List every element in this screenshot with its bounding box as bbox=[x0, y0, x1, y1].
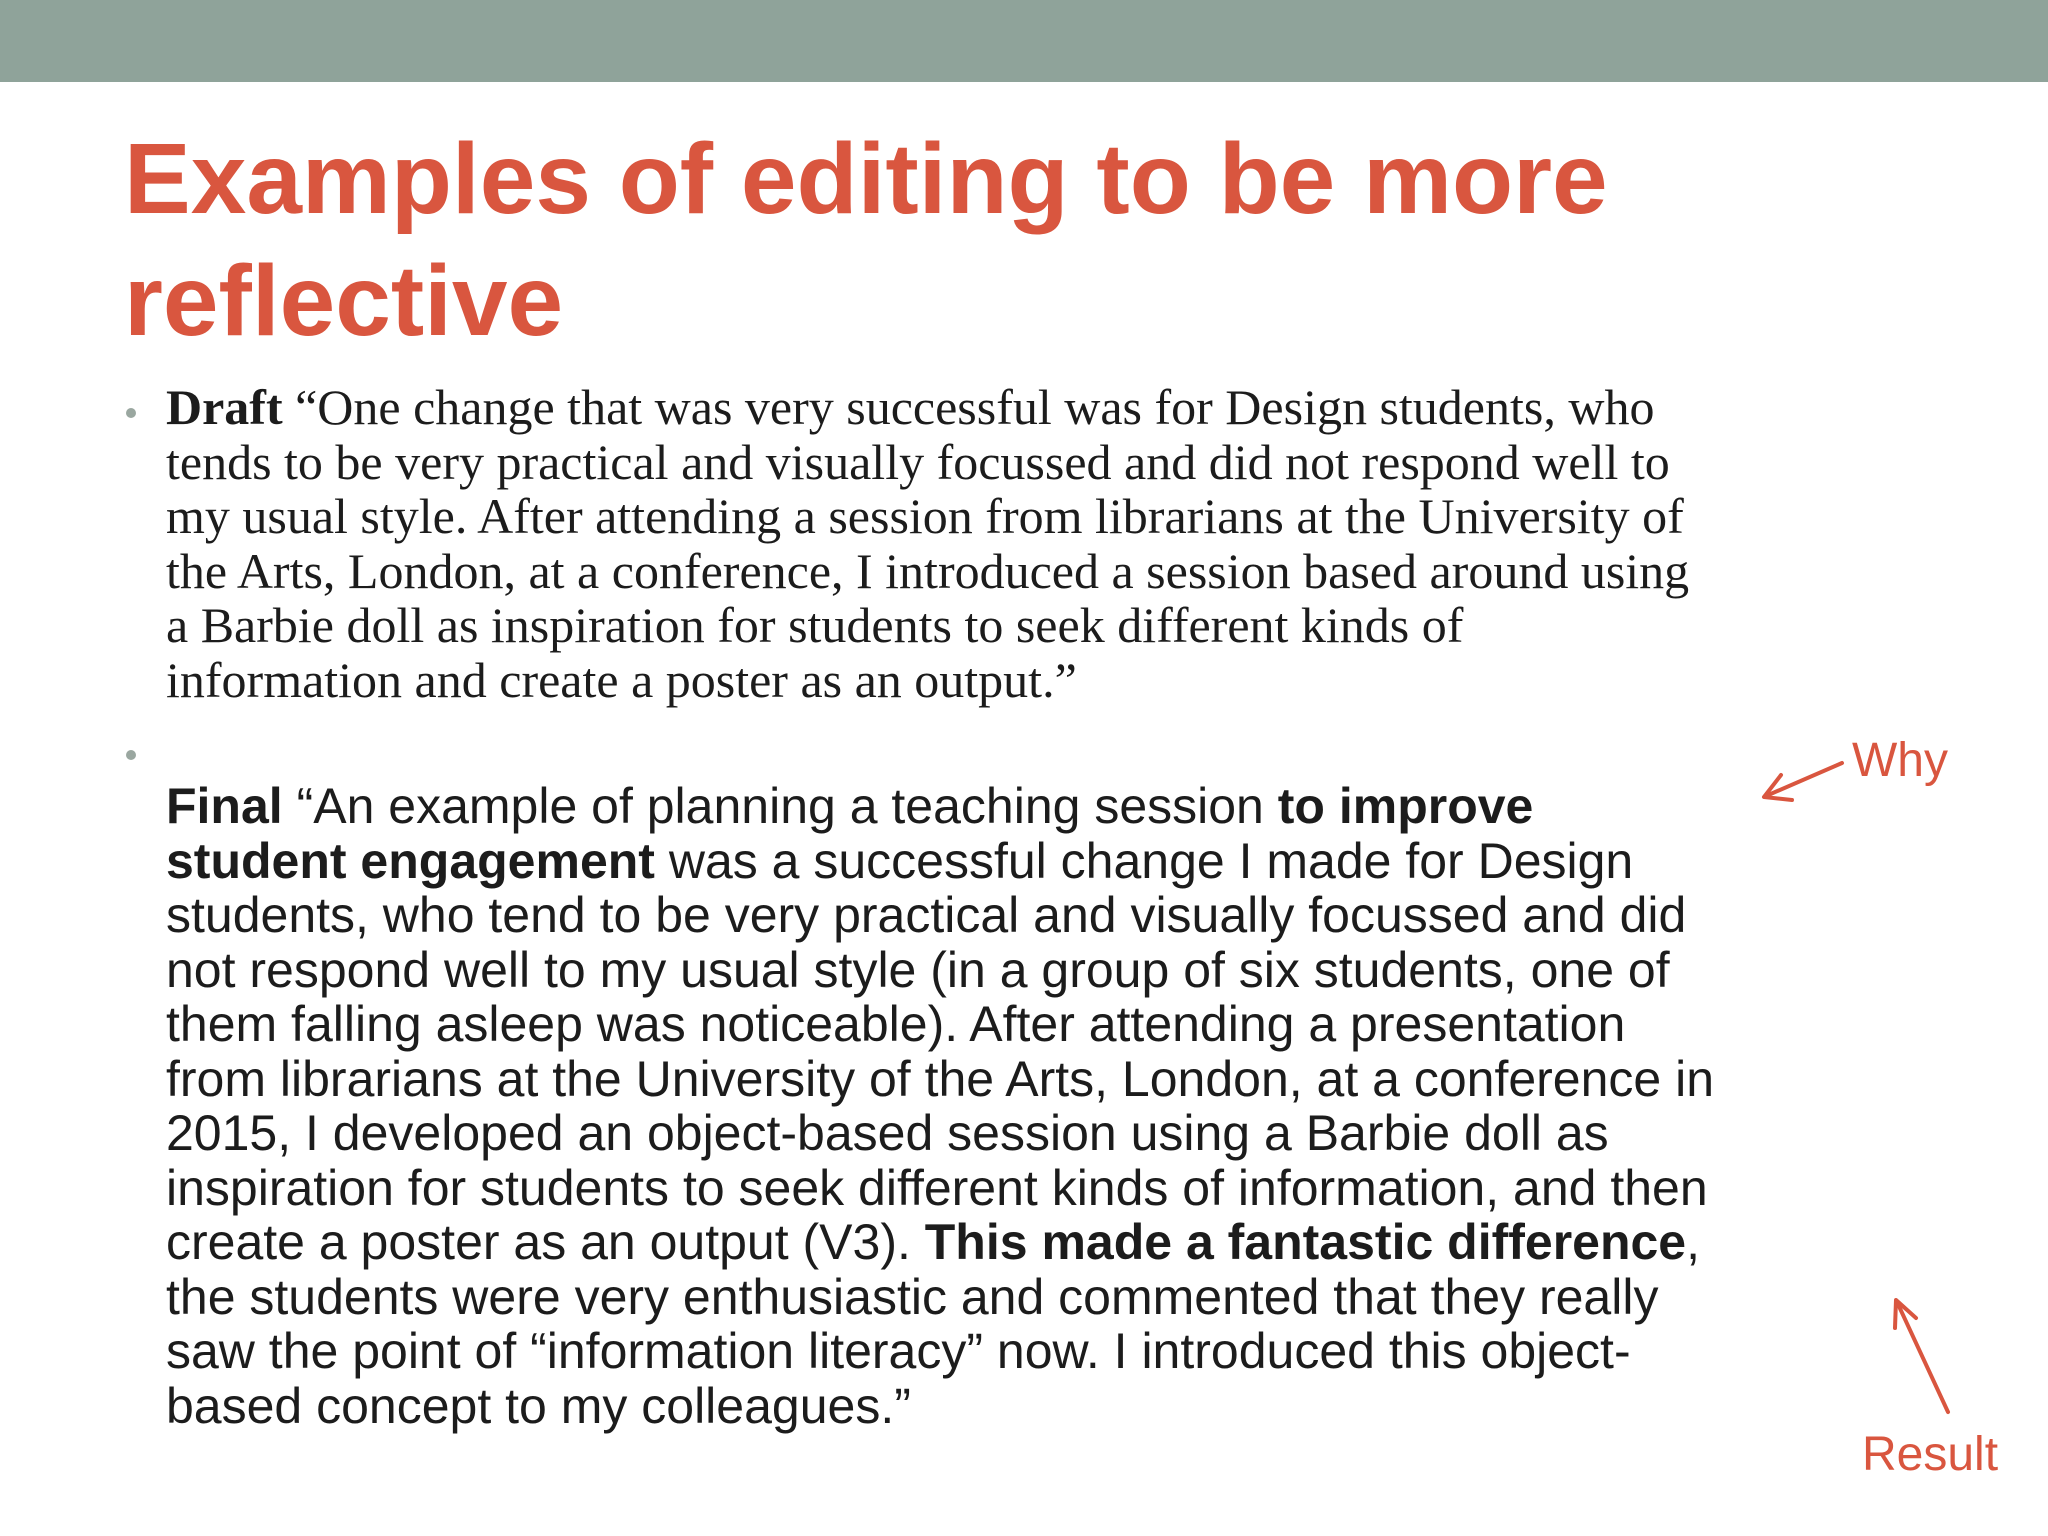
final-emphasis: This made a fantastic difference bbox=[924, 1214, 1687, 1270]
top-bar bbox=[0, 0, 2048, 82]
final-text-run: “An example of planning a teaching session bbox=[282, 778, 1278, 834]
final-text bbox=[166, 778, 1714, 1434]
result-annotation: Result bbox=[1862, 1428, 1999, 1481]
final-text-run: , the students were very enthusiastic and commented that they really saw the point of “information literacy” now. I introduced this object- based concept to my colleagues.” bbox=[166, 1214, 1701, 1434]
final-paragraph bbox=[166, 779, 1966, 1433]
bullet-dot bbox=[126, 408, 136, 418]
slide-title: Examples of editing to be more reflective bbox=[124, 123, 1608, 357]
bullet-dot bbox=[126, 750, 136, 760]
final-emphasis: to improve student engagement bbox=[166, 778, 1534, 889]
final-label: Final bbox=[166, 778, 283, 834]
draft-text: “One change that was very successful was for Design students, who tends to be very practical and visually focussed and did not respond well to my usual style. After attending a session from librarians at the University of the Arts, London, at a conference, I introduced a session based around using a Barbie doll as inspiration for students to seek different kinds of information and create a poster as an output.” bbox=[166, 379, 1690, 708]
draft-paragraph bbox=[166, 380, 1956, 707]
final-text-run: was a successful change I made for Design students, who tend to be very practical and visually focussed and did not respond well to my usual style (in a group of six students, one of them falling asleep was noticeable). After attending a presentation from librarians at the University of the Arts, London, at a conference in 2015, I developed an object-based session using a Barbie doll as inspiration for students to seek different kinds of information, and then create a poster as an output (V3). bbox=[166, 832, 1715, 1270]
why-annotation: Why bbox=[1852, 734, 1948, 787]
draft-label: Draft bbox=[166, 379, 283, 435]
